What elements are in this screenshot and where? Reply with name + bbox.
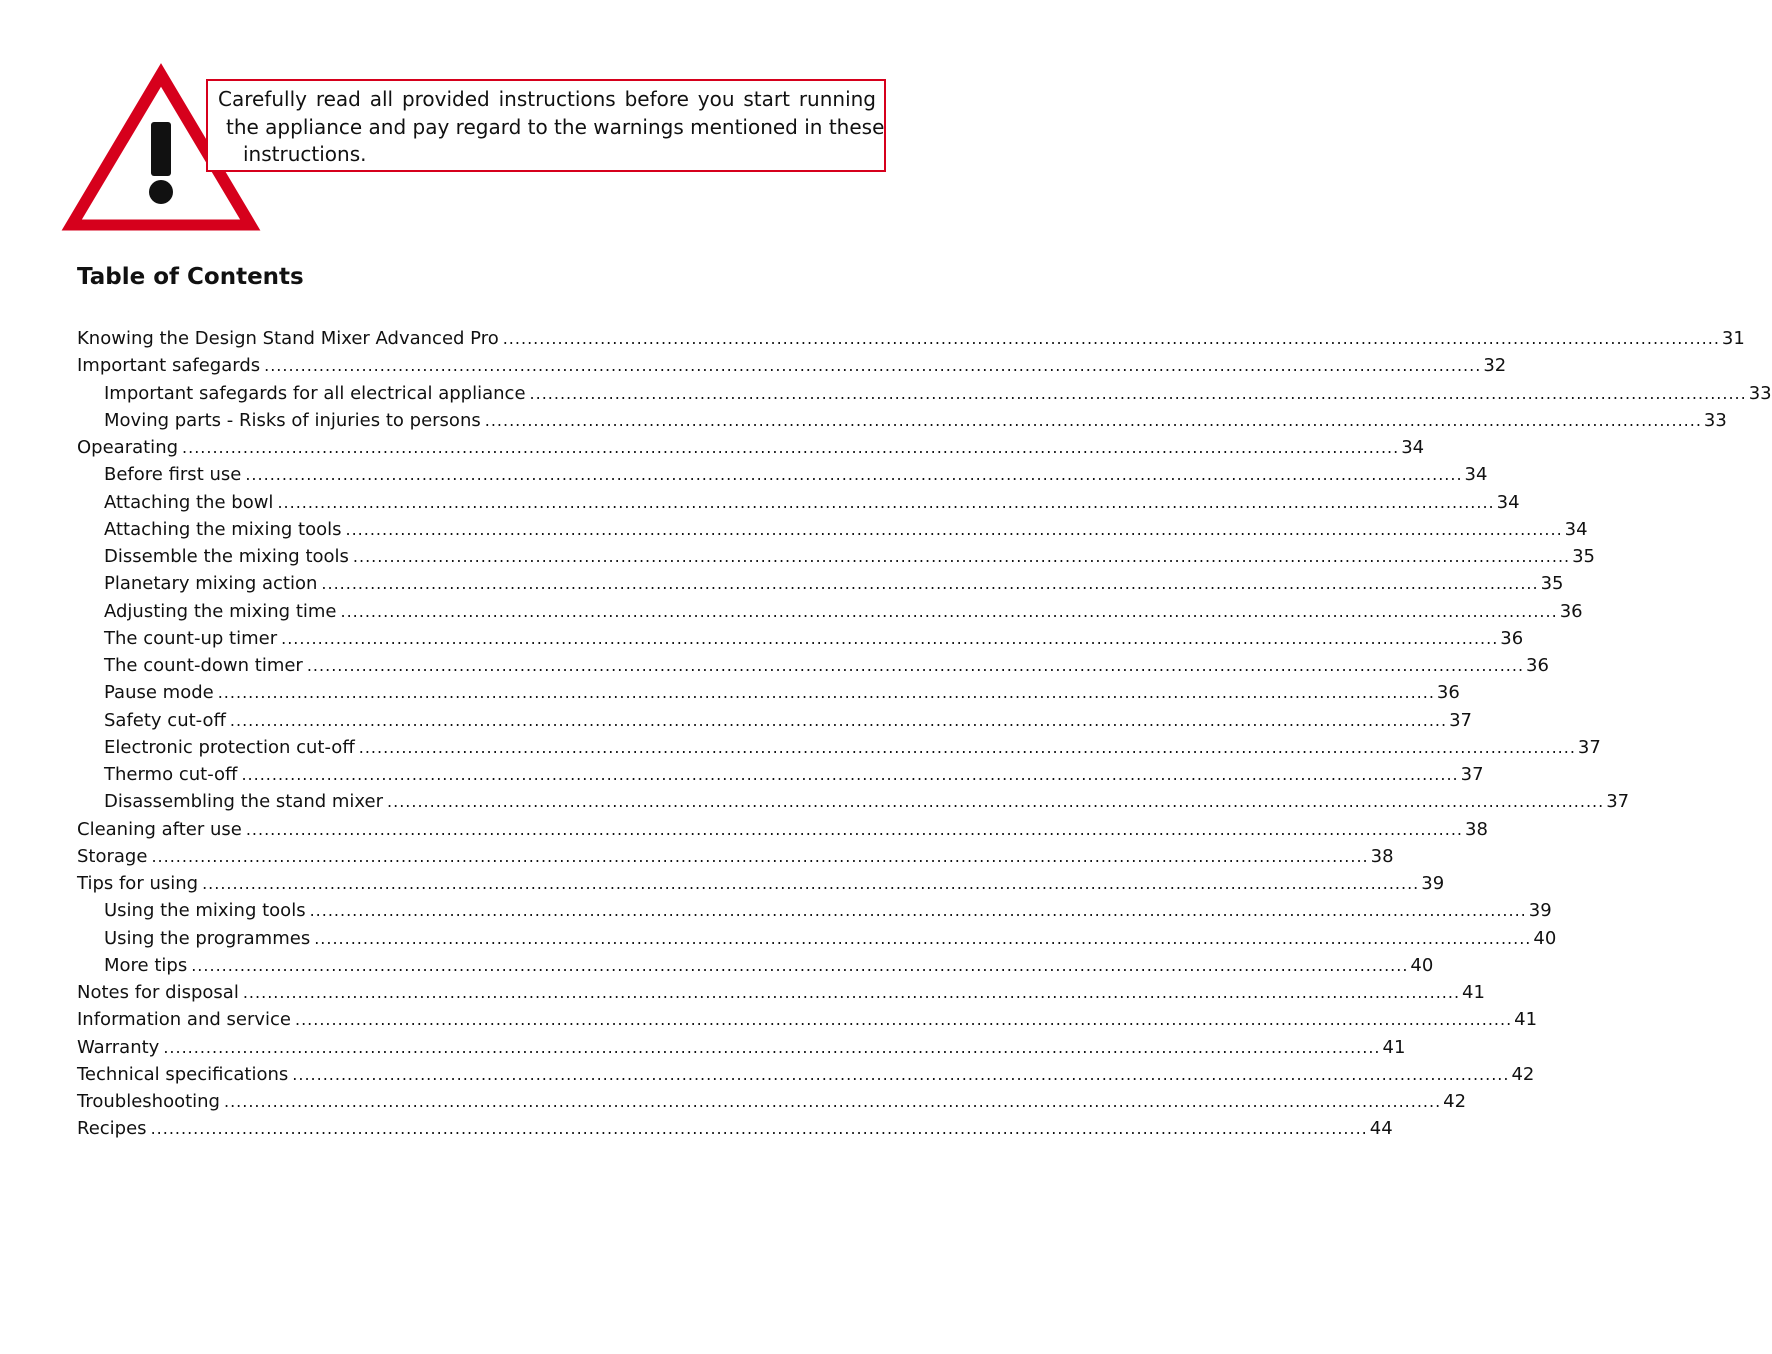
exclamation-dot: [149, 180, 173, 204]
toc-entry-page: 32: [1483, 355, 1507, 377]
toc-leader-dots: ........................................................................................................................................................................................................: [217, 683, 1435, 703]
toc-entry[interactable]: [77, 1115, 1393, 1142]
toc-entry-label: Recipes: [77, 1118, 147, 1140]
toc-entry-page: 38: [1370, 845, 1394, 867]
toc-leader-dots: ........................................................................................................................................................................................................: [306, 656, 1525, 675]
toc-leader-dots: ........................................................................................................................................................................................................: [358, 737, 1576, 757]
toc-entry[interactable]: [77, 1034, 1406, 1061]
toc-leader-dots: ........................................................................................................................................................................................................: [241, 765, 1459, 784]
toc-leader-dots: ........................................................................................................................................................................................................: [484, 410, 1702, 430]
toc-entry-label: Moving parts - Risks of injuries to persons: [104, 409, 481, 431]
toc-entry-label: Storage: [77, 845, 148, 867]
toc-leader-dots: ........................................................................................................................................................................................................: [229, 710, 1448, 730]
toc-leader-dots: ........................................................................................................................................................................................................: [245, 465, 1463, 485]
warning-notice: [206, 79, 886, 172]
toc-entry-page: 34: [1464, 464, 1488, 486]
toc-entry-page: 40: [1410, 954, 1434, 976]
toc-entry[interactable]: [77, 870, 1445, 897]
warning-text-line-2: the appliance and pay regard to the warnings mentioned in these: [226, 114, 885, 139]
toc-entry[interactable]: [77, 380, 1772, 407]
toc-entry[interactable]: [77, 788, 1630, 815]
toc-leader-dots: ........................................................................................................................................................................................................: [340, 601, 1558, 621]
toc-entry-label: Important safegards: [77, 355, 261, 377]
toc-leader-dots: ........................................................................................................................................................................................................: [191, 955, 1409, 975]
toc-entry[interactable]: [77, 1088, 1467, 1115]
toc-entry[interactable]: [77, 652, 1549, 679]
toc-leader-dots: ........................................................................................................................................................................................................: [502, 329, 1720, 348]
toc-entry-page: 37: [1606, 791, 1630, 813]
toc-entry[interactable]: [77, 897, 1552, 924]
toc-entry[interactable]: [77, 1006, 1538, 1033]
toc-entry[interactable]: [77, 407, 1727, 434]
toc-entry[interactable]: [77, 761, 1484, 788]
toc-entry-label: Thermo cut-off: [104, 764, 238, 785]
toc-entry-label: Dissemble the mixing tools: [104, 546, 349, 567]
toc-leader-dots: ........................................................................................................................................................................................................: [314, 928, 1532, 948]
toc-entry[interactable]: [77, 543, 1596, 570]
toc-entry[interactable]: [77, 1061, 1535, 1088]
toc-entry[interactable]: [77, 352, 1507, 379]
toc-entry-page: 36: [1526, 655, 1549, 676]
toc-entry-page: 39: [1421, 873, 1445, 894]
toc-entry[interactable]: [77, 679, 1460, 706]
toc-entry[interactable]: [77, 843, 1394, 870]
toc-entry-page: 33: [1748, 382, 1772, 404]
toc-entry-page: 33: [1703, 409, 1727, 431]
toc-entry-label: Adjusting the mixing time: [104, 600, 337, 622]
toc-leader-dots: ........................................................................................................................................................................................................: [309, 901, 1527, 921]
toc-entry-page: 41: [1382, 1036, 1406, 1058]
warning-text-line-1: Carefully read all provided instructions before you start running: [218, 87, 876, 111]
toc-leader-dots: ........................................................................................................................................................................................................: [150, 1119, 1368, 1139]
toc-leader-dots: ........................................................................................................................................................................................................: [223, 1092, 1442, 1111]
toc-leader-dots: ........................................................................................................................................................................................................: [163, 1037, 1381, 1057]
toc-entry-page: 34: [1401, 437, 1425, 458]
toc-leader-dots: ........................................................................................................................................................................................................: [182, 438, 1400, 457]
toc-entry[interactable]: [77, 625, 1524, 652]
toc-entry[interactable]: [77, 707, 1472, 734]
toc-entry[interactable]: [77, 979, 1485, 1006]
toc-leader-dots: ........................................................................................................................................................................................................: [345, 519, 1563, 539]
toc-entry-label: Information and service: [77, 1009, 291, 1031]
toc-entry-label: Electronic protection cut-off: [104, 736, 355, 758]
toc-entry-page: 41: [1462, 982, 1485, 1003]
toc-entry-page: 35: [1572, 546, 1596, 567]
toc-entry-page: 42: [1511, 1063, 1535, 1085]
toc-entry-label: Opearating: [77, 437, 179, 458]
toc-entry-page: 41: [1514, 1009, 1538, 1031]
toc-entry-page: 44: [1369, 1118, 1393, 1140]
toc-leader-dots: ........................................................................................................................................................................................................: [529, 383, 1747, 403]
toc-entry-label: Using the programmes: [104, 927, 311, 949]
toc-entry-page: 40: [1533, 927, 1557, 949]
toc-entry-page: 34: [1564, 518, 1588, 540]
toc-leader-dots: ........................................................................................................................................................................................................: [352, 547, 1571, 566]
toc-entry-page: 37: [1449, 709, 1472, 731]
toc-entry-page: 42: [1443, 1091, 1467, 1112]
toc-entry-page: 38: [1465, 818, 1488, 840]
toc-entry[interactable]: [77, 516, 1588, 543]
toc-entry-label: Cleaning after use: [77, 818, 242, 840]
toc-entry-label: Warranty: [77, 1036, 160, 1058]
toc-entry[interactable]: [77, 925, 1557, 952]
toc-entry-label: Using the mixing tools: [104, 900, 306, 922]
toc-entry-label: The count-up timer: [104, 627, 278, 649]
toc-leader-dots: ........................................................................................................................................................................................................: [387, 792, 1605, 812]
toc-entry-label: Disassembling the stand mixer: [104, 791, 384, 813]
warning-text-line-3: instructions.: [243, 142, 367, 166]
toc-entry[interactable]: [77, 816, 1488, 843]
toc-entry[interactable]: [77, 570, 1564, 597]
toc-leader-dots: ........................................................................................................................................................................................................: [321, 574, 1539, 594]
toc-entry[interactable]: [77, 434, 1425, 461]
toc-leader-dots: ........................................................................................................................................................................................................: [264, 356, 1482, 376]
toc-entry[interactable]: [77, 952, 1434, 979]
toc-title: Table of Contents: [77, 264, 304, 290]
toc-leader-dots: ........................................................................................................................................................................................................: [281, 628, 1499, 648]
toc-entry-label: Attaching the bowl: [104, 491, 274, 513]
exclamation-bar: [151, 122, 171, 176]
toc-entry-label: The count-down timer: [104, 655, 303, 676]
toc-leader-dots: ........................................................................................................................................................................................................: [151, 846, 1369, 866]
toc-entry-label: Before first use: [104, 464, 242, 486]
toc-entry[interactable]: [77, 325, 1745, 352]
toc-entry-label: Attaching the mixing tools: [104, 518, 342, 540]
toc-entry-page: 36: [1559, 600, 1583, 622]
toc-entry-label: More tips: [104, 954, 188, 976]
toc-entry-page: 39: [1528, 900, 1552, 922]
toc-entry-label: Planetary mixing action: [104, 573, 318, 595]
toc-entry-label: Notes for disposal: [77, 982, 239, 1003]
toc-entry-page: 36: [1436, 682, 1460, 704]
toc-entry[interactable]: [77, 734, 1601, 761]
toc-entry-label: Technical specifications: [77, 1063, 289, 1085]
toc-entry-label: Tips for using: [77, 873, 199, 894]
toc-entry-label: Troubleshooting: [77, 1091, 220, 1112]
toc-leader-dots: ........................................................................................................................................................................................................: [202, 874, 1420, 893]
toc-entry-label: Important safegards for all electrical appliance: [104, 382, 526, 404]
toc-entry[interactable]: [77, 489, 1520, 516]
toc-entry-page: 31: [1721, 328, 1745, 349]
toc-entry-label: Pause mode: [104, 682, 214, 704]
toc-entry-page: 37: [1460, 764, 1484, 785]
toc-entry-page: 35: [1540, 573, 1564, 595]
toc-leader-dots: ........................................................................................................................................................................................................: [242, 983, 1461, 1002]
toc-entry-page: 36: [1500, 627, 1524, 649]
toc-leader-dots: ........................................................................................................................................................................................................: [277, 492, 1495, 512]
toc-entry[interactable]: [77, 461, 1488, 488]
toc-leader-dots: ........................................................................................................................................................................................................: [294, 1010, 1513, 1030]
toc-entry-page: 37: [1577, 736, 1601, 758]
toc-entry-label: Knowing the Design Stand Mixer Advanced Pro: [77, 328, 499, 349]
toc-list: [77, 325, 1772, 1143]
toc-entry-page: 34: [1496, 491, 1520, 513]
toc-leader-dots: ........................................................................................................................................................................................................: [292, 1064, 1510, 1084]
toc-entry[interactable]: [77, 598, 1583, 625]
toc-leader-dots: ........................................................................................................................................................................................................: [245, 819, 1463, 839]
toc-entry-label: Safety cut-off: [104, 709, 226, 731]
